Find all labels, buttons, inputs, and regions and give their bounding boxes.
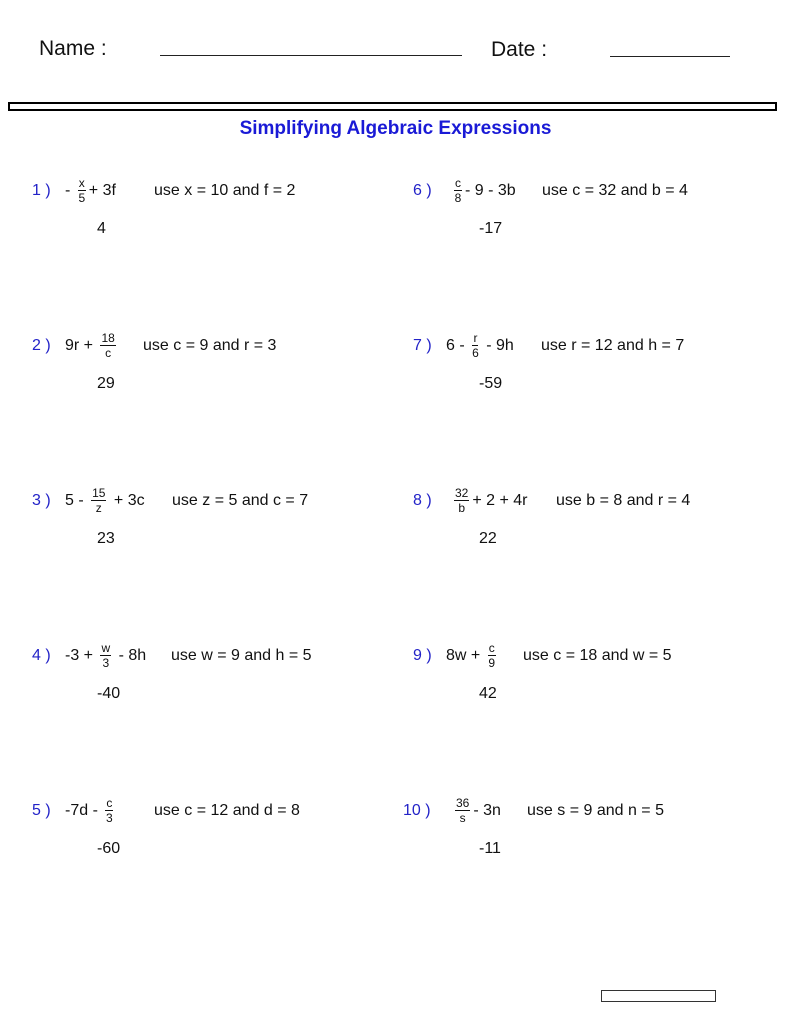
fraction [105, 798, 113, 824]
expression-prefix: -7d - [65, 802, 103, 819]
fraction-numerator: c [455, 176, 461, 190]
substitution-values: use b = 8 and r = 4 [556, 492, 691, 509]
fraction-denominator: 3 [102, 656, 110, 670]
problem-8 [413, 486, 773, 547]
fraction [78, 178, 86, 204]
problem-number: 6 ) [413, 182, 432, 199]
expression-suffix: + 2 + 4r [472, 492, 528, 509]
expression-suffix: - 9h [481, 337, 514, 354]
fraction-numerator: w [101, 641, 111, 655]
expression-prefix: 5 - [65, 492, 89, 509]
answer: 23 [97, 530, 115, 547]
fraction-numerator: c [106, 796, 113, 810]
problem-number: 7 ) [413, 337, 432, 354]
substitution-values: use c = 9 and r = 3 [143, 337, 277, 354]
problem-10 [403, 796, 763, 857]
substitution-values: use x = 10 and f = 2 [154, 182, 296, 199]
problem-6 [413, 176, 773, 237]
fraction [455, 798, 470, 824]
fraction-numerator: c [488, 641, 495, 655]
fraction-denominator: z [95, 501, 102, 515]
fraction-denominator: b [458, 501, 466, 515]
problem-7 [413, 331, 773, 392]
problem-number: 1 ) [32, 182, 51, 199]
fraction [472, 333, 479, 359]
substitution-values: use c = 12 and d = 8 [154, 802, 300, 819]
answer: 42 [479, 685, 497, 702]
problem-expression [65, 796, 116, 825]
fraction [100, 643, 111, 669]
fraction-numerator: 36 [456, 796, 470, 810]
fraction-denominator: 5 [78, 191, 86, 205]
answer: -11 [479, 840, 501, 857]
expression-suffix: - 3n [473, 802, 501, 819]
substitution-values: use w = 9 and h = 5 [171, 647, 312, 664]
header-divider [8, 102, 777, 111]
expression-suffix: + 3f [88, 182, 116, 199]
date-label: Date : [491, 38, 548, 61]
answer: -60 [97, 840, 121, 857]
fraction [91, 488, 106, 514]
problem-expression [446, 331, 514, 360]
fraction-denominator: s [459, 811, 466, 825]
expression-prefix: 6 - [446, 337, 470, 354]
problem-number: 10 ) [403, 802, 431, 819]
expression-prefix: 8w + [446, 647, 485, 664]
problem-9 [413, 641, 773, 702]
fraction-numerator: x [78, 176, 85, 190]
substitution-values: use s = 9 and n = 5 [527, 802, 664, 819]
problem-expression [65, 331, 119, 360]
problem-expression [452, 796, 501, 825]
name-field[interactable] [160, 55, 462, 56]
fraction [100, 333, 115, 359]
fraction-numerator: 18 [101, 331, 115, 345]
answer: 22 [479, 530, 497, 547]
expression-suffix: + 3c [109, 492, 145, 509]
substitution-values: use c = 32 and b = 4 [542, 182, 688, 199]
problem-number: 3 ) [32, 492, 51, 509]
problem-number: 2 ) [32, 337, 51, 354]
expression-prefix: -3 + [65, 647, 98, 664]
problem-expression [451, 176, 516, 205]
fraction-denominator: 8 [454, 191, 462, 205]
fraction-numerator: 32 [455, 486, 469, 500]
date-field[interactable] [610, 56, 730, 57]
expression-suffix: - 8h [114, 647, 147, 664]
score-box[interactable] [601, 990, 716, 1002]
problem-2 [32, 331, 392, 392]
fraction-denominator: 3 [106, 811, 113, 825]
fraction [454, 488, 469, 514]
answer: -59 [479, 375, 503, 392]
problem-expression [446, 641, 499, 670]
problem-number: 5 ) [32, 802, 51, 819]
answer: 29 [97, 375, 115, 392]
name-label: Name : [39, 37, 107, 60]
problem-number: 8 ) [413, 492, 432, 509]
problem-3 [32, 486, 392, 547]
answer: -17 [479, 220, 503, 237]
problem-5 [32, 796, 392, 857]
problem-expression [65, 641, 147, 670]
expression-prefix: - [65, 182, 75, 199]
fraction [488, 643, 496, 669]
problem-4 [32, 641, 392, 702]
problem-expression [65, 176, 116, 205]
substitution-values: use c = 18 and w = 5 [523, 647, 672, 664]
page-title: Simplifying Algebraic Expressions [239, 118, 552, 139]
answer: -40 [97, 685, 121, 702]
fraction [454, 178, 462, 204]
substitution-values: use r = 12 and h = 7 [541, 337, 685, 354]
fraction-denominator: 9 [488, 656, 496, 670]
problem-number: 4 ) [32, 647, 51, 664]
expression-prefix: 9r + [65, 337, 98, 354]
problem-number: 9 ) [413, 647, 432, 664]
expression-suffix: - 9 - 3b [465, 182, 516, 199]
answer: 4 [97, 220, 106, 237]
fraction-denominator: c [105, 346, 112, 360]
problem-1 [32, 176, 392, 237]
substitution-values: use z = 5 and c = 7 [172, 492, 309, 509]
fraction-numerator: r [473, 331, 478, 345]
problem-expression [65, 486, 145, 515]
fraction-denominator: 6 [472, 346, 479, 360]
fraction-numerator: 15 [92, 486, 106, 500]
problem-expression [451, 486, 528, 515]
